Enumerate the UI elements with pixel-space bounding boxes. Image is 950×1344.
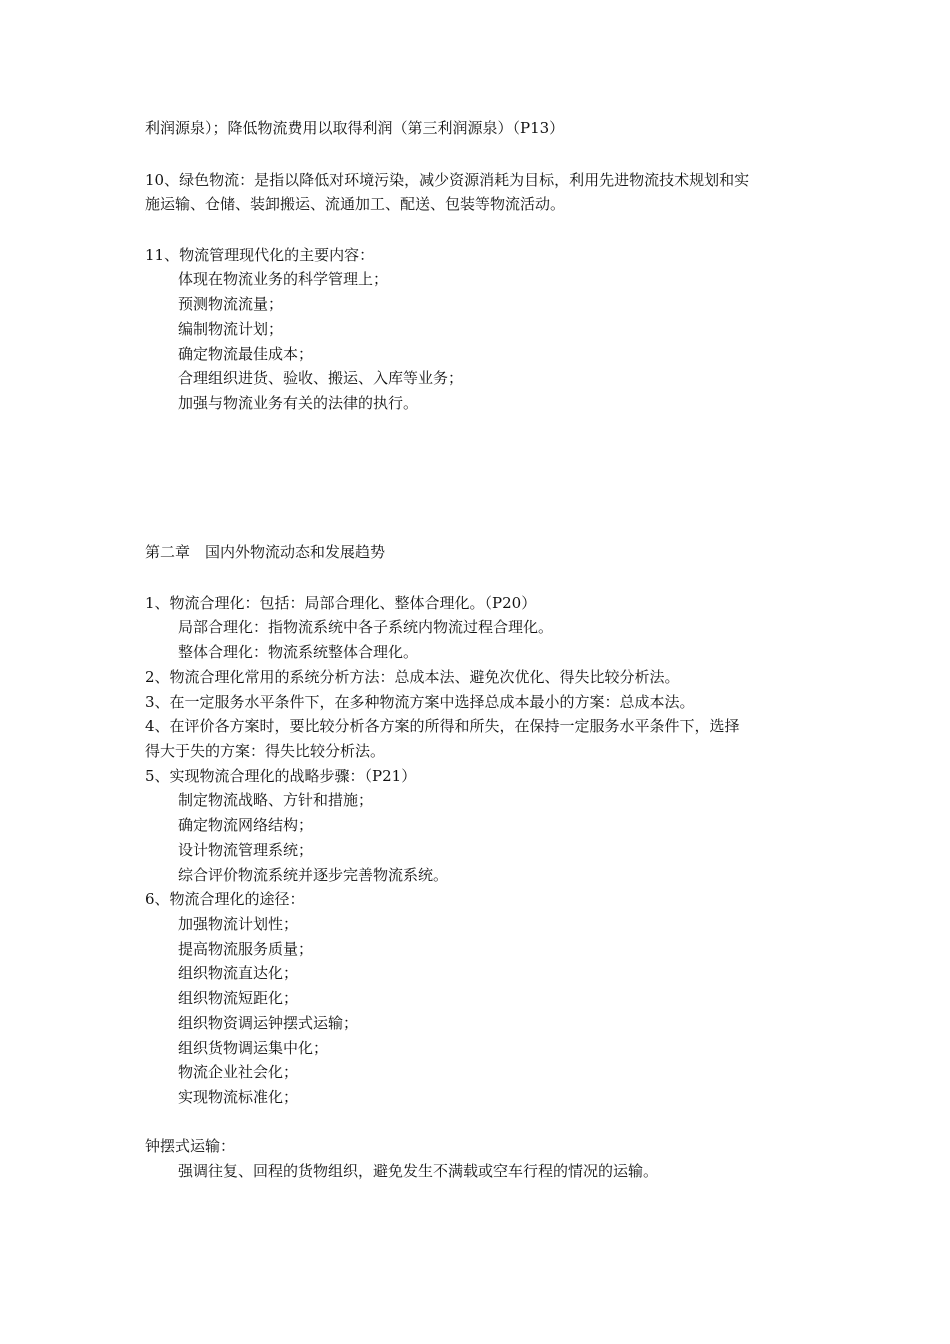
q6-point: 组织物资调运钟摆式运输； — [178, 1014, 359, 1032]
q6-point: 提高物流服务质量； — [178, 940, 314, 958]
item11-point: 合理组织进货、验收、搬运、入库等业务； — [178, 369, 464, 387]
q4-line2: 得大于失的方案：得失比较分析法。 — [145, 742, 386, 760]
q1-title: 1、物流合理化：包括：局部合理化、整体合理化。（P20） — [145, 594, 537, 612]
q5-point: 综合评价物流系统并逐步完善物流系统。 — [178, 866, 449, 884]
q5-point: 制定物流战略、方针和措施； — [178, 791, 374, 809]
q5-point: 设计物流管理系统； — [178, 841, 314, 859]
item11-point: 编制物流计划； — [178, 320, 284, 338]
q6-point: 组织货物调运集中化； — [178, 1039, 329, 1057]
q6-point: 物流企业社会化； — [178, 1063, 299, 1081]
q6-point: 加强物流计划性； — [178, 915, 299, 933]
item11-point: 确定物流最佳成本； — [178, 345, 314, 363]
item11-point: 加强与物流业务有关的法律的执行。 — [178, 394, 419, 412]
item11-title: 11、物流管理现代化的主要内容： — [145, 246, 375, 264]
q1-point: 整体合理化：物流系统整体合理化。 — [178, 643, 419, 661]
chapter2-heading: 第二章 国内外物流动态和发展趋势 — [145, 543, 386, 561]
item10-line2: 施运输、仓储、装卸搬运、流通加工、配送、包装等物流活动。 — [145, 195, 566, 213]
q6-title: 6、物流合理化的途径： — [145, 890, 305, 908]
q4-line1: 4、在评价各方案时，要比较分析各方案的所得和所失，在保持一定服务水平条件下，选择 — [145, 717, 740, 735]
q5-point: 确定物流网络结构； — [178, 816, 314, 834]
intro-line: 利润源泉）；降低物流费用以取得利润（第三利润源泉）（P13） — [145, 119, 565, 137]
q6-point: 实现物流标准化； — [178, 1088, 299, 1106]
item10-line1: 10、绿色物流：是指以降低对环境污染，减少资源消耗为目标，利用先进物流技术规划和实 — [145, 171, 750, 189]
pendulum-title: 钟摆式运输： — [145, 1137, 236, 1155]
q6-point: 组织物流短距化； — [178, 989, 299, 1007]
item11-point: 体现在物流业务的科学管理上； — [178, 270, 389, 288]
q2-line: 2、物流合理化常用的系统分析方法：总成本法、避免次优化、得失比较分析法。 — [145, 668, 680, 686]
q5-title: 5、实现物流合理化的战略步骤：（P21） — [145, 767, 417, 785]
item11-point: 预测物流流量； — [178, 295, 284, 313]
q6-point: 组织物流直达化； — [178, 964, 299, 982]
q1-point: 局部合理化：指物流系统中各子系统内物流过程合理化。 — [178, 618, 554, 636]
pendulum-desc: 强调往复、回程的货物组织，避免发生不满载或空车行程的情况的运输。 — [178, 1162, 659, 1180]
q3-line: 3、在一定服务水平条件下，在多种物流方案中选择总成本最小的方案：总成本法。 — [145, 693, 695, 711]
